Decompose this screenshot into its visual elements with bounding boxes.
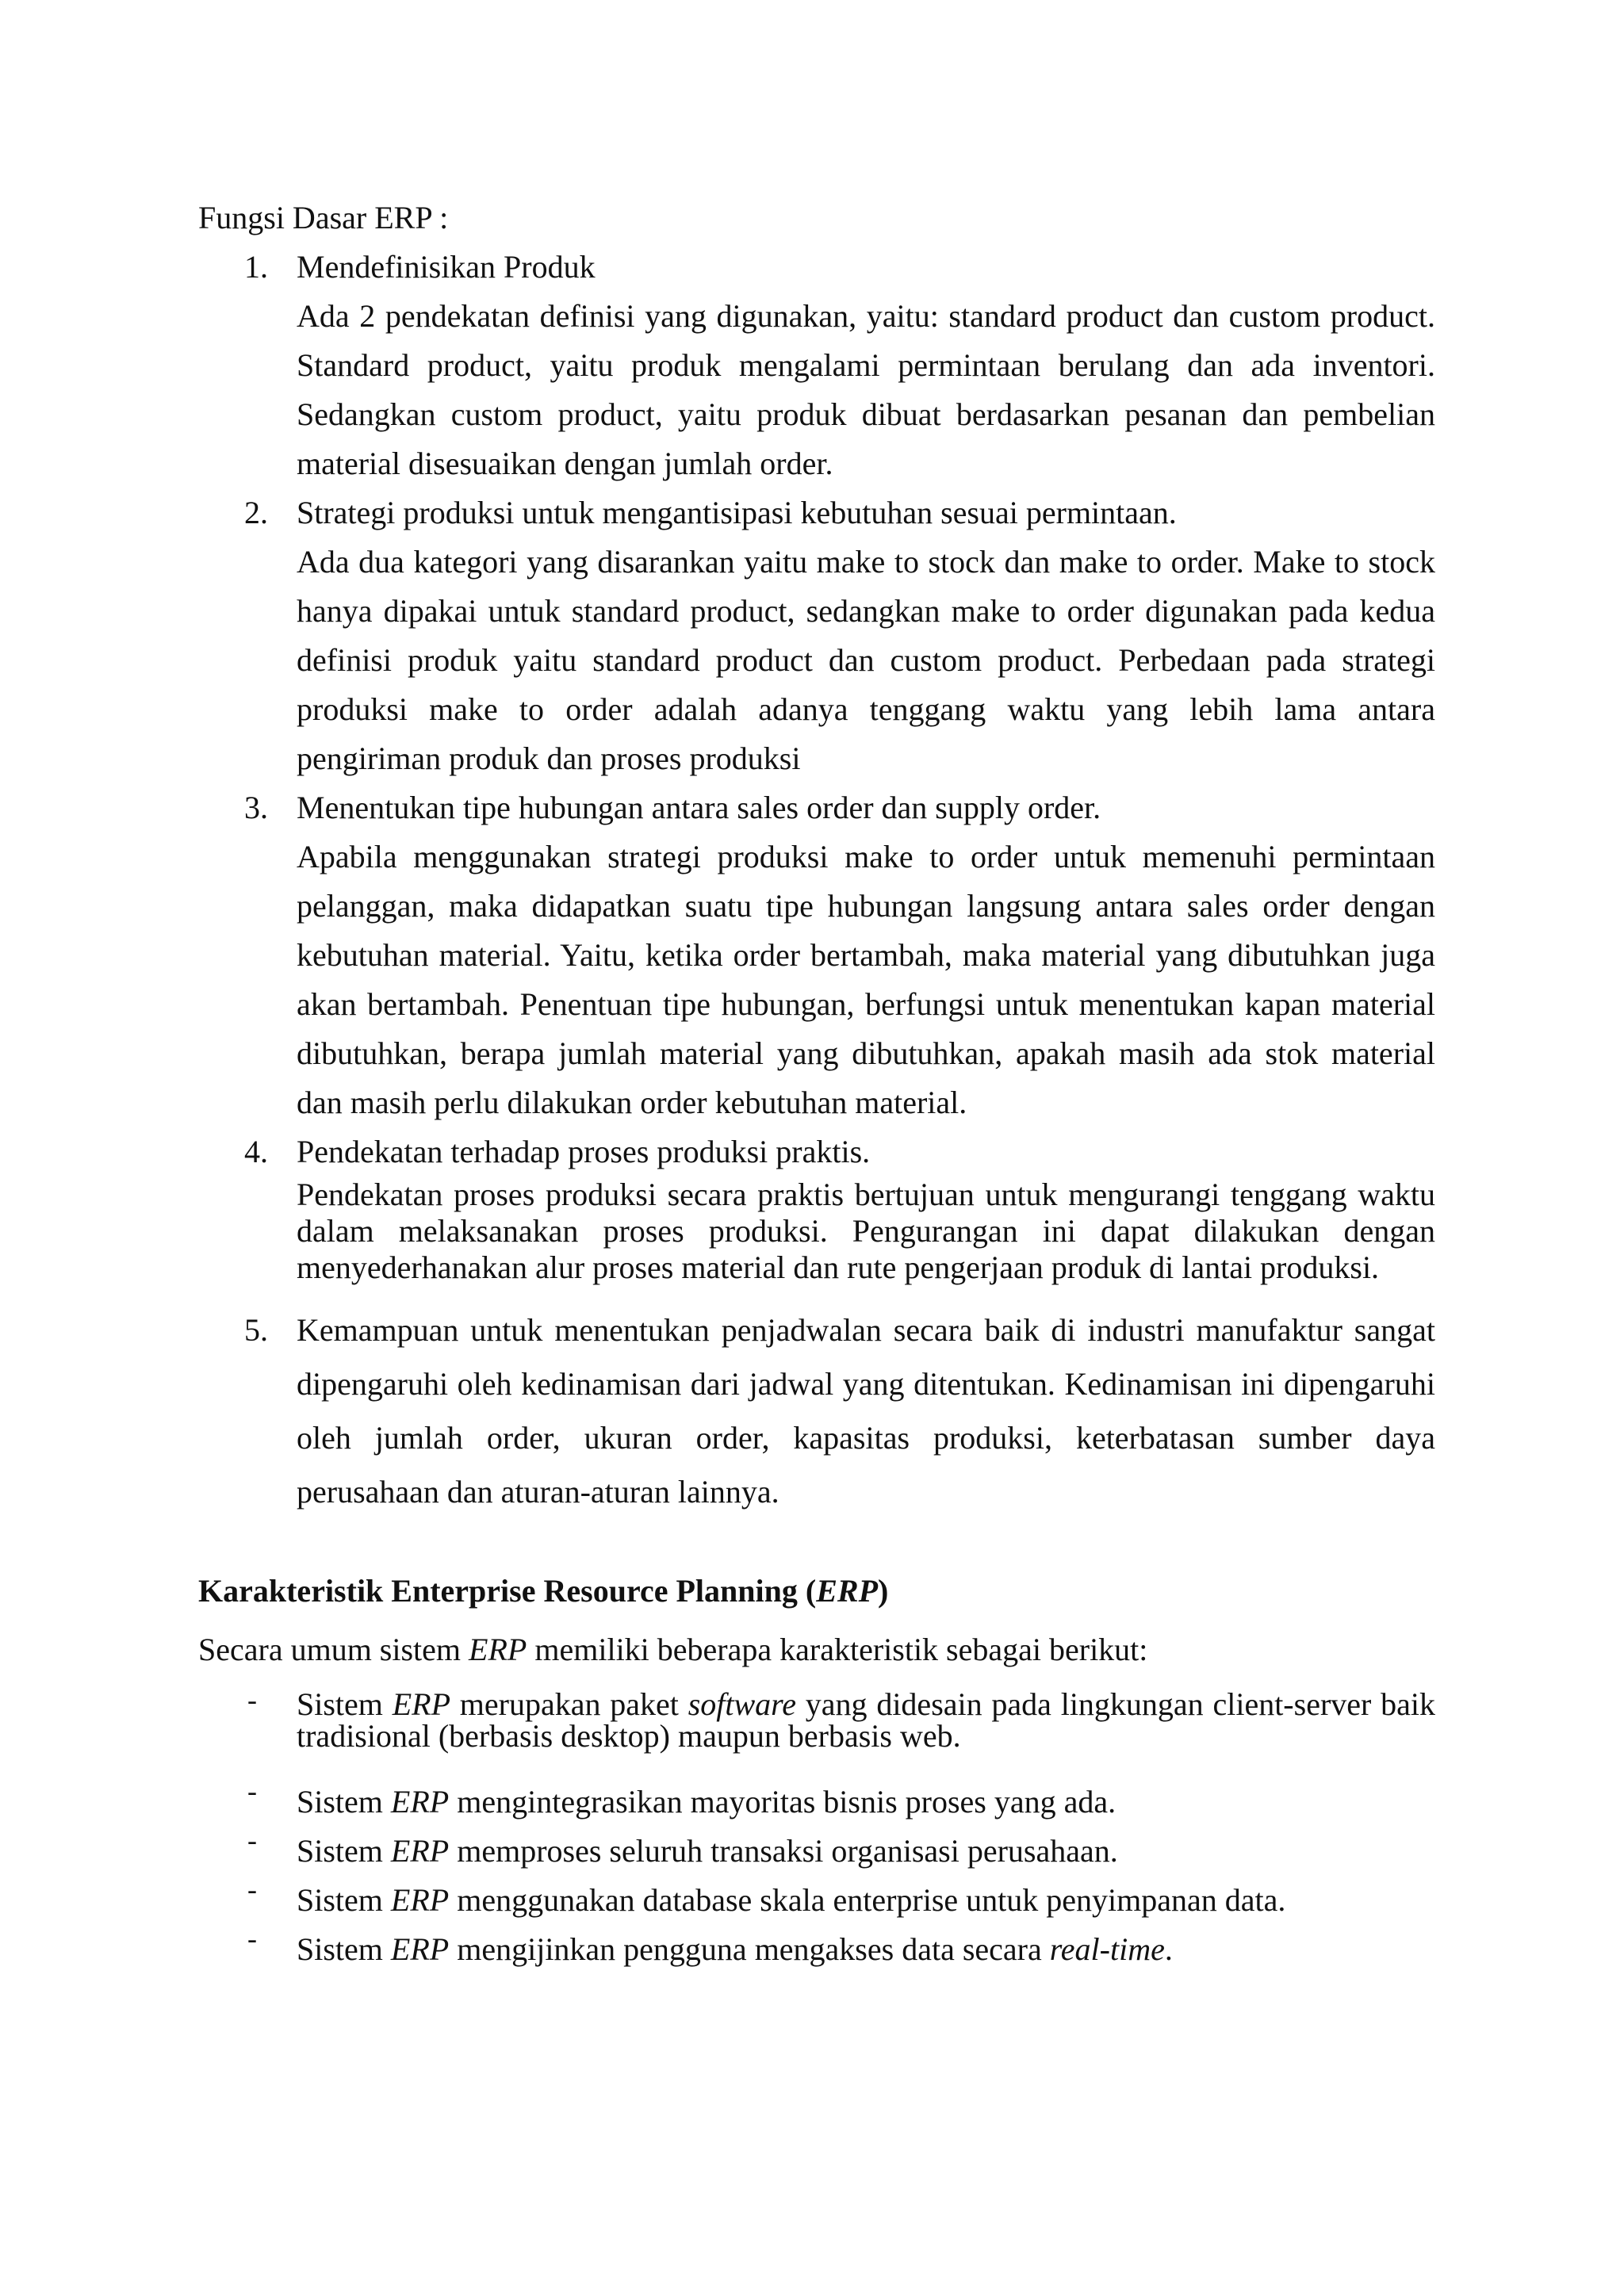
- page-heading: Fungsi Dasar ERP :: [198, 200, 449, 235]
- item-body: Ada 2 pendekatan definisi yang digunakan, yaitu: standard product dan custom product. Standard product, yaitu produk mengalami permintaan berulang dan ada inventori. Sedangkan custom product, yaitu produk dibuat berdasarkan pesanan dan pembelian material disesuaikan dengan jumlah order.: [297, 298, 1435, 481]
- list-item: [198, 488, 1435, 783]
- list-item: [198, 1824, 1435, 1876]
- item-body: Apabila menggunakan strategi produksi make to order untuk memenuhi permintaan pelanggan, maka didapatkan suatu tipe hubungan langsung antara sales order dengan kebutuhan material. Yaitu, ketika order bertambah, maka material yang dibutuhkan juga akan bertambah. Penentuan tipe hubungan, berfungsi untuk menentukan kapan material dibutuhkan, berapa jumlah material yang dibutuhkan, apakah masih ada stok material dan masih perlu dilakukan order kebutuhan material.: [297, 839, 1435, 1120]
- item-body: Kemampuan untuk menentukan penjadwalan secara baik di industri manufaktur sangat dipengaruhi oleh kedinamisan dari jadwal yang ditentukan. Kedinamisan ini dipengaruhi oleh jumlah order, ukuran order, kapasitas produksi, keterbatasan sumber daya perusahaan dan aturan-aturan lainnya.: [297, 1312, 1435, 1510]
- italic-term: ERP: [816, 1573, 878, 1609]
- dash-bullet: -: [247, 1684, 257, 1716]
- list-item: [198, 1925, 1435, 1974]
- dash-bullet: -: [247, 1824, 257, 1856]
- list-number: 2.: [244, 495, 268, 530]
- item-text: Sistem ERP mengijinkan pengguna mengakses data secara real-time.: [297, 1931, 1173, 1967]
- item-title: Mendefinisikan Produk: [297, 249, 596, 285]
- item-text: Sistem ERP menggunakan database skala enterprise untuk penyimpanan data.: [297, 1882, 1286, 1918]
- list-item: [198, 1777, 1435, 1827]
- italic-term: software: [688, 1686, 796, 1722]
- list-number: 1.: [244, 249, 268, 285]
- dash-bullet: -: [247, 1775, 257, 1807]
- italic-term: ERP: [390, 1784, 450, 1820]
- list-item: [198, 1684, 1435, 1754]
- item-text: Sistem ERP memproses seluruh transaksi organisasi perusahaan.: [297, 1833, 1118, 1869]
- item-title: Strategi produksi untuk mengantisipasi kebutuhan sesuai permintaan.: [297, 495, 1177, 530]
- item-text: Sistem ERP mengintegrasikan mayoritas bisnis proses yang ada.: [297, 1784, 1116, 1820]
- item-body: Pendekatan proses produksi secara praktis bertujuan untuk mengurangi tenggang waktu dalam melaksanakan proses produksi. Pengurangan ini dapat dilakukan dengan menyederhanakan alur proses material dan rute pengerjaan produk di lantai produksi.: [297, 1177, 1435, 1285]
- section-intro-text: Secara umum sistem ERP memiliki beberapa karakteristik sebagai berikut:: [198, 1632, 1148, 1667]
- italic-term: ERP: [469, 1632, 527, 1667]
- italic-term: ERP: [390, 1931, 450, 1967]
- list-number: 4.: [244, 1134, 268, 1169]
- section-intro: [198, 1625, 1147, 1674]
- section-title-text: Karakteristik Enterprise Resource Planning (ERP): [198, 1573, 889, 1609]
- list-item: [198, 783, 1435, 1127]
- dash-bullet: -: [247, 1923, 257, 1954]
- erp-functions-list: [198, 243, 1435, 1519]
- item-body: Ada dua kategori yang disarankan yaitu make to stock dan make to order. Make to stock hanya dipakai untuk standard product, sedangkan make to order digunakan pada kedua definisi produk yaitu standard product dan custom product. Perbedaan pada strategi produksi make to order adalah adanya tenggang waktu yang lebih lama antara pengiriman produk dan proses produksi: [297, 544, 1435, 776]
- section-title: [198, 1567, 888, 1616]
- italic-term: ERP: [390, 1833, 450, 1869]
- list-item: [198, 1873, 1435, 1925]
- item-title: Pendekatan terhadap proses produksi praktis.: [297, 1134, 871, 1169]
- italic-term: real-time: [1049, 1931, 1165, 1967]
- list-item: [198, 1303, 1435, 1519]
- dash-bullet: -: [247, 1873, 257, 1905]
- list-number: 3.: [244, 790, 268, 825]
- italic-term: ERP: [390, 1882, 450, 1918]
- erp-characteristics-list: [198, 1684, 1435, 1974]
- list-item: [198, 243, 1435, 488]
- list-item: [198, 1127, 1435, 1286]
- italic-term: ERP: [392, 1686, 451, 1722]
- item-text: Sistem ERP merupakan paket software yang didesain pada lingkungan client-server baik tradisional (berbasis desktop) maupun berbasis web.: [297, 1686, 1435, 1754]
- list-number: 5.: [244, 1312, 268, 1348]
- item-title: Menentukan tipe hubungan antara sales order dan supply order.: [297, 790, 1101, 825]
